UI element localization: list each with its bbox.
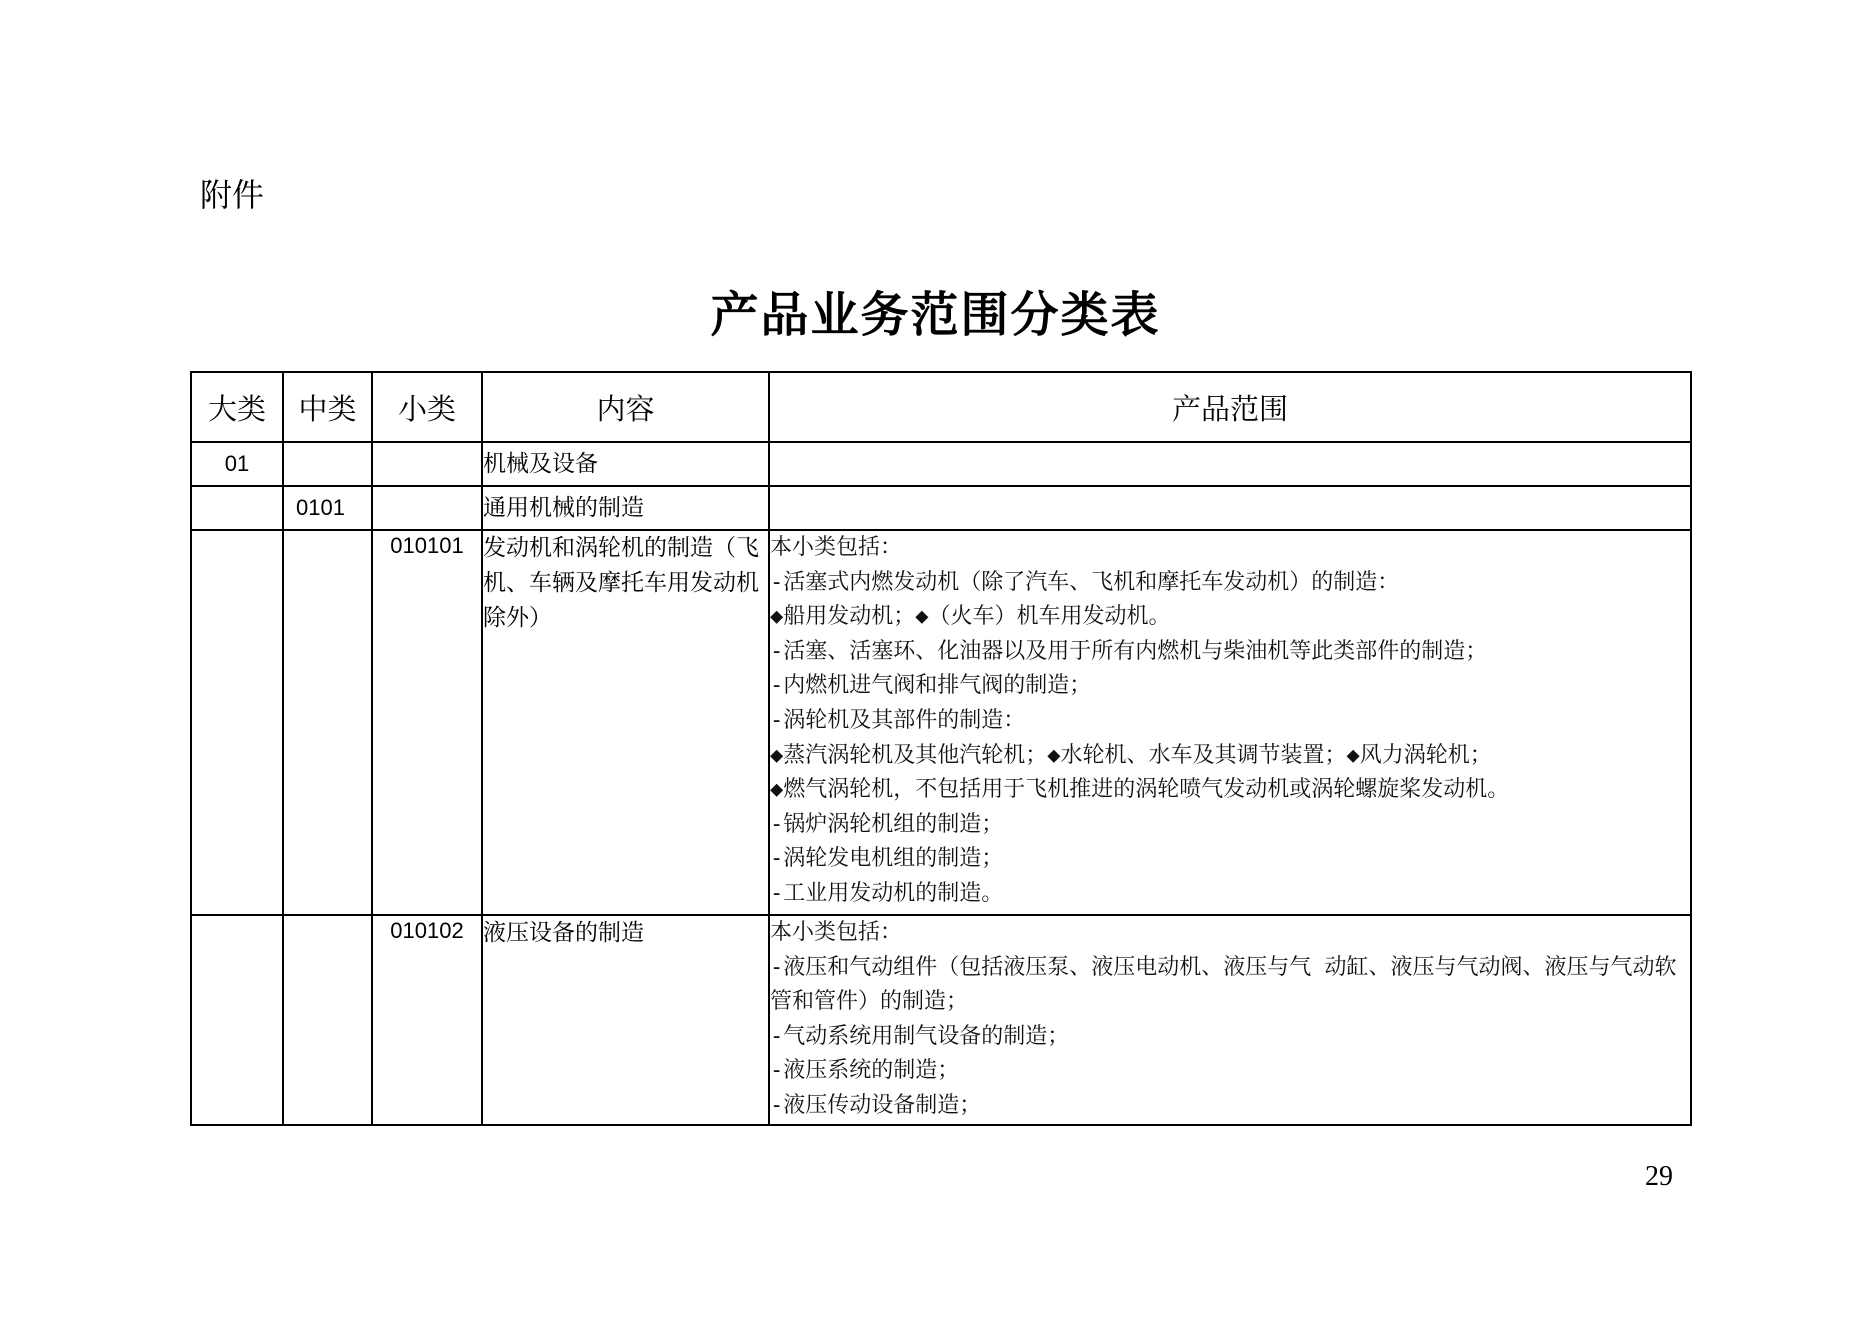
content-cell: 通用机械的制造 [482, 486, 769, 530]
scope-line: ◆燃气涡轮机，不包括用于飞机推进的涡轮喷气发动机或涡轮螺旋桨发动机。 [770, 777, 1510, 803]
scope-line: -内燃机进气阀和排气阀的制造； [770, 673, 1092, 699]
scope-line: -活塞、活塞环、化油器以及用于所有内燃机与柴油机等此类部件的制造； [770, 638, 1488, 664]
content-cell: 发动机和涡轮机的制造（飞机、车辆及摩托车用发动机除外） [482, 530, 769, 915]
scope-line: -涡轮发电机组的制造； [770, 846, 1004, 872]
attachment-label: 附件 [200, 176, 265, 214]
scope-line: 本小类包括： [770, 535, 903, 560]
scope-line: -活塞式内燃发动机（除了汽车、飞机和摩托车发动机）的制造： [770, 569, 1400, 595]
minor-code [372, 486, 482, 530]
middle-code: 0101 [283, 486, 372, 530]
header-product-scope: 产品范围 [769, 372, 1691, 442]
header-minor-category: 小类 [372, 372, 482, 442]
scope-cell [769, 486, 1691, 530]
scope-line: -液压系统的制造； [770, 1058, 960, 1084]
scope-cell [769, 915, 1691, 1125]
table-header-row [191, 372, 1691, 442]
scope-line: -涡轮机及其部件的制造： [770, 707, 1026, 733]
document-title: 产品业务范围分类表 [710, 287, 1161, 343]
scope-cell [769, 442, 1691, 486]
table-row [191, 915, 1691, 1125]
table-row [191, 486, 1691, 530]
scope-line: -工业用发动机的制造。 [770, 880, 1004, 906]
major-code [191, 530, 283, 915]
major-code: 01 [191, 442, 283, 486]
content-cell: 机械及设备 [482, 442, 769, 486]
product-scope-table [190, 371, 1692, 1126]
scope-line: -气动系统用制气设备的制造； [770, 1023, 1070, 1049]
table-row [191, 442, 1691, 486]
page-number: 29 [1645, 1161, 1673, 1192]
content-cell: 液压设备的制造 [482, 915, 769, 1125]
major-code [191, 486, 283, 530]
scope-line: 本小类包括： [770, 920, 903, 945]
scope-line: ◆船用发动机；◆（火车）机车用发动机。 [770, 604, 1171, 630]
header-major-category: 大类 [191, 372, 283, 442]
header-middle-category: 中类 [283, 372, 372, 442]
table-row [191, 530, 1691, 915]
scope-line: -液压和气动组件（包括液压泵、液压电动机、液压与气 动缸、液压与气动阀、液压与气动软管和管件）的制造； [770, 954, 1677, 1015]
scope-line: -液压传动设备制造； [770, 1092, 982, 1118]
scope-line: ◆蒸汽涡轮机及其他汽轮机；◆水轮机、水车及其调节装置；◆风力涡轮机； [770, 742, 1492, 768]
scope-cell [769, 530, 1691, 915]
minor-code [372, 442, 482, 486]
header-content: 内容 [482, 372, 769, 442]
minor-code: 010101 [372, 530, 482, 915]
middle-code [283, 915, 372, 1125]
scope-line: -锅炉涡轮机组的制造； [770, 811, 1004, 837]
minor-code: 010102 [372, 915, 482, 1125]
middle-code [283, 530, 372, 915]
major-code [191, 915, 283, 1125]
middle-code [283, 442, 372, 486]
